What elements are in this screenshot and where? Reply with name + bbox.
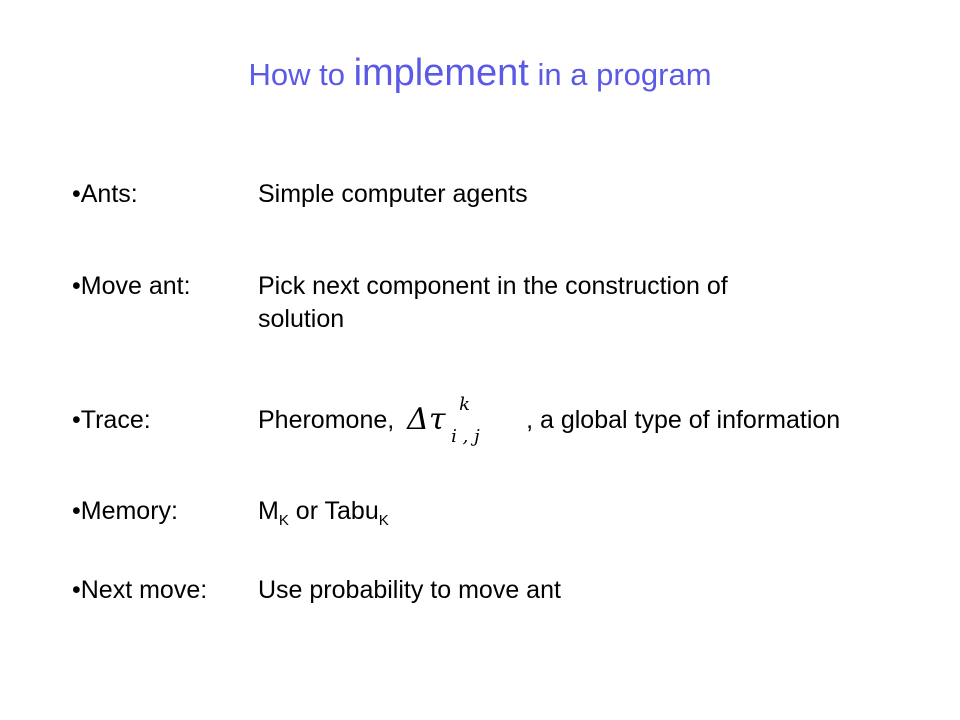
subscript-ij: i , j — [451, 426, 480, 447]
bullet-label: •Trace: — [72, 406, 151, 434]
bullet-label: •Next move: — [72, 576, 208, 604]
delta-tau: Δτ — [407, 402, 446, 437]
trace-text-before: Pheromone, — [258, 406, 395, 434]
bullet-value: Simple computer agents — [258, 180, 528, 208]
trace-text-after: , a global type of information — [526, 406, 841, 434]
superscript-k: k — [459, 394, 471, 415]
memory-m-subscript: K — [278, 512, 289, 529]
bullet-value-line-2: solution — [258, 305, 345, 333]
memory-tabu-subscript: K — [378, 512, 389, 529]
title-part-1: How to — [248, 57, 354, 92]
pheromone-delta-symbol — [401, 394, 519, 447]
bullet-label: •Memory: — [72, 497, 178, 525]
bullet-value — [258, 270, 728, 336]
bullet-label: •Ants: — [72, 180, 138, 208]
bullet-value: Use probability to move ant — [258, 576, 561, 604]
bullet-value — [258, 394, 841, 447]
slide-title — [0, 52, 960, 95]
title-part-3: in a program — [528, 57, 712, 92]
bullet-value — [258, 495, 389, 531]
bullet-value-line-1: Pick next component in the construction of — [258, 272, 728, 300]
title-part-2: implement — [353, 52, 529, 94]
memory-m: M — [258, 497, 279, 525]
bullet-label: •Move ant: — [72, 272, 191, 300]
memory-or-tabu: or Tabu — [288, 497, 379, 525]
